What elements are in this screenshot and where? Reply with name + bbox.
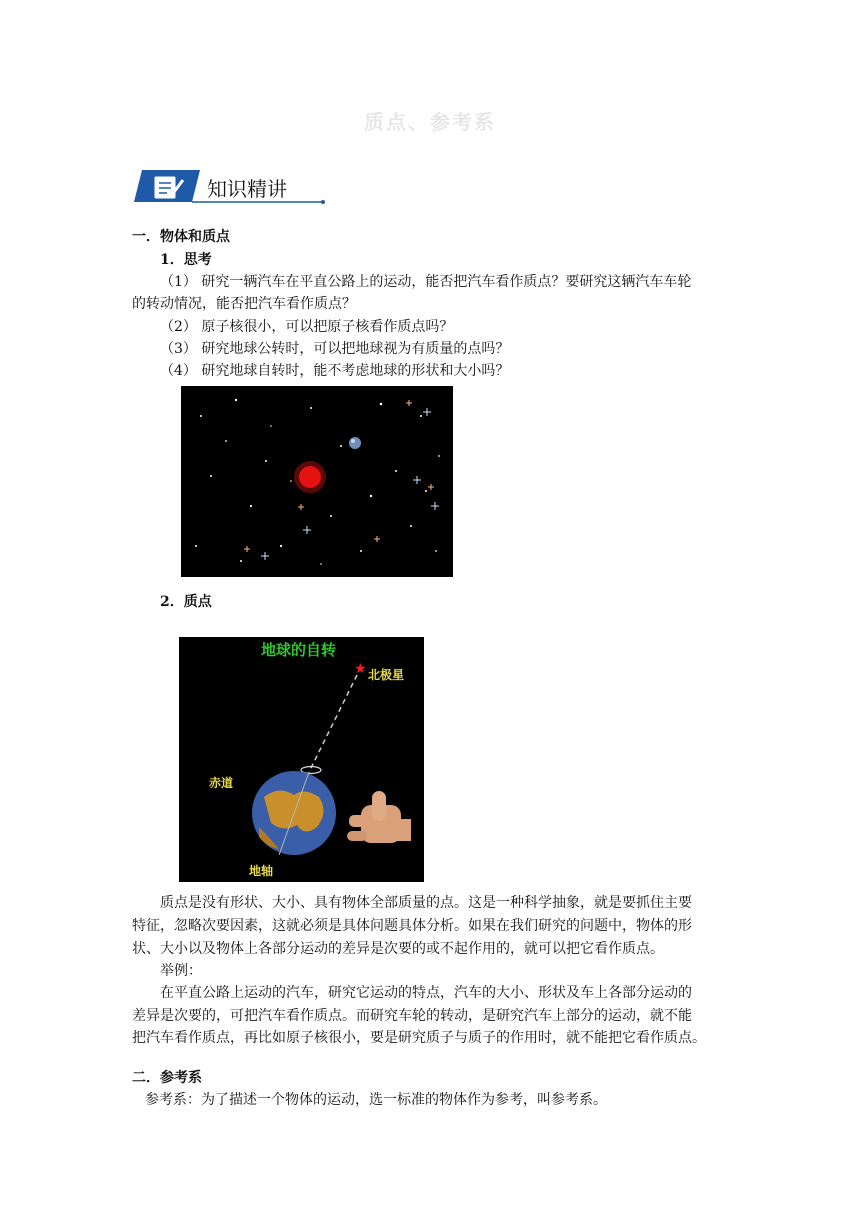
starfield-image (181, 386, 453, 577)
label-polaris: 北极星 (368, 668, 405, 682)
definition-line2: 特征，忽略次要因素，这就必须是具体问题具体分析。如果在我们研究的问题中，物体的形 (132, 918, 692, 934)
example-label: 举例： (160, 963, 202, 979)
question-1-line2: 的转动情况，能否把汽车看作质点？ (132, 296, 356, 312)
reference-frame-definition: 参考系：为了描述一个物体的运动，选一标准的物体作为参考，叫参考系。 (145, 1092, 607, 1108)
definition-line1: 质点是没有形状、大小、具有物体全部质量的点。这是一种科学抽象，就是要抓住主要 (160, 895, 692, 911)
example-line3: 把汽车看作质点，再比如原子核很小，要是研究质子与质子的作用时，就不能把它看作质点。 (132, 1030, 706, 1046)
question-4: （4） 研究地球自转时，能不考虑地球的形状和大小吗？ (160, 363, 510, 379)
sub-heading-think: 1．思考 (160, 252, 212, 268)
earth-rotation-image (179, 637, 424, 882)
section2-heading: 二．参考系 (132, 1070, 202, 1086)
earth-caption: 地球的自转 (261, 641, 337, 659)
sub-heading-particle: 2．质点 (160, 594, 212, 610)
page-title: 质点、参考系 (364, 110, 496, 134)
example-line2: 差异是次要的，可把汽车看作质点。而研究车轮的转动，是研究汽车上部分的运动，就不能 (132, 1008, 692, 1024)
definition-line3: 状、大小以及物体上各部分运动的差异是次要的或不起作用的，就可以把它看作质点。 (132, 941, 664, 957)
question-2: （2） 原子核很小，可以把原子核看作质点吗？ (160, 319, 454, 335)
banner-label: 知识精讲 (207, 177, 287, 201)
question-3: （3） 研究地球公转时，可以把地球视为有质量的点吗？ (160, 341, 510, 357)
label-axis: 地轴 (249, 864, 274, 878)
star-icon: ★ (354, 661, 367, 677)
label-equator: 赤道 (209, 776, 234, 790)
example-line1: 在平直公路上运动的汽车，研究它运动的特点，汽车的大小、形状及车上各部分运动的 (160, 985, 692, 1001)
question-1-line1: （1） 研究一辆汽车在平直公路上的运动，能否把汽车看作质点？要研究这辆汽车车轮 (160, 274, 692, 290)
section1-heading: 一．物体和质点 (132, 229, 230, 245)
